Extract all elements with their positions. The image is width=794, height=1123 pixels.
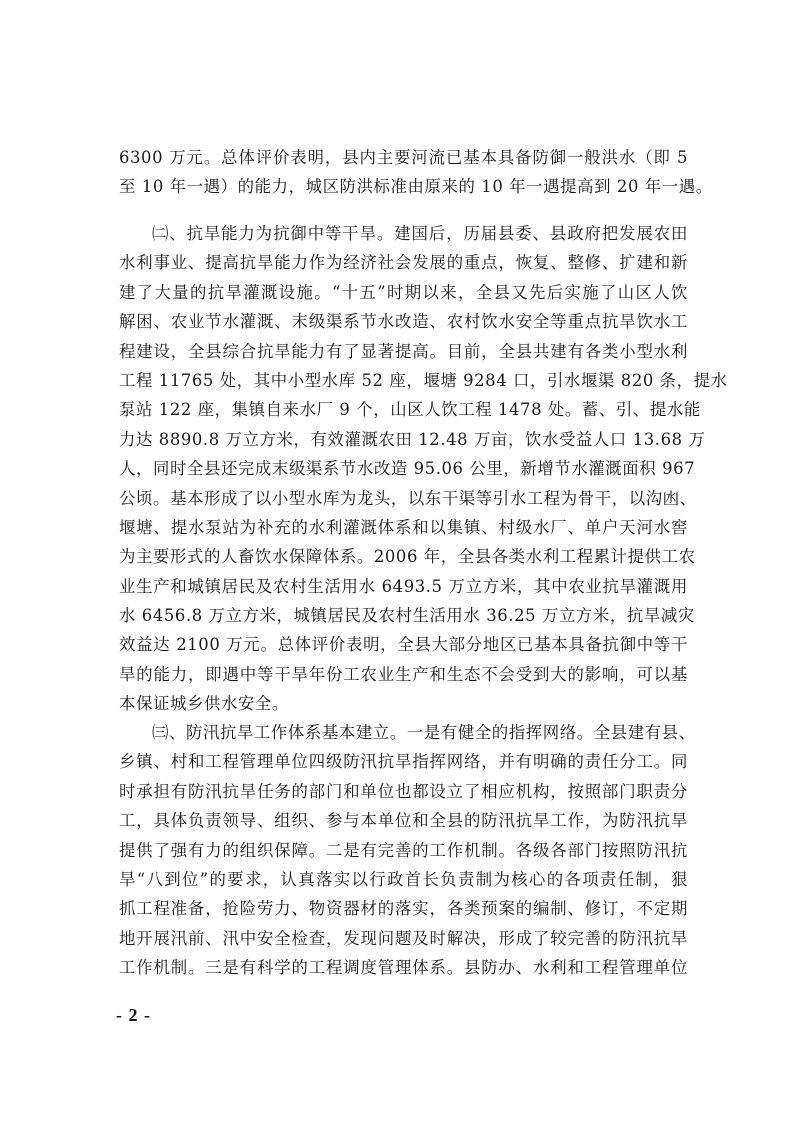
text-line: 水 6456.8 万立方米，城镇居民及农村生活用水 36.25 万立方米，抗旱减灾	[119, 606, 695, 626]
text-line: 时承担有防汛抗旱任务的部门和单位也都设立了相应机构，按照部门职责分	[119, 781, 688, 801]
text-line: 6300 万元。总体评价表明，县内主要河流已基本具备防御一般洪水（即 5	[119, 148, 688, 167]
text-line: 旱的能力，即遇中等干旱年份工农业生产和生态不会受到大的影响，可以基	[119, 664, 688, 684]
text-line: 程建设，全县综合抗旱能力有了显著提高。目前，全县共建有各类小型水利	[119, 341, 688, 361]
text-line: 抓工程准备，抢险劳力、物资器材的落实，各类预案的编制、修订，不定期	[119, 899, 688, 919]
text-line: 为主要形式的人畜饮水保障体系。2006 年，全县各类水利工程累计提供工农	[119, 547, 696, 567]
text-line: ㈡、抗旱能力为抗御中等干旱。建国后，历届县委、县政府把发展农田	[152, 224, 688, 243]
paragraph-drought-resistance	[119, 219, 728, 719]
text-line: 力达 8890.8 万立方米，有效灌溉农田 12.48 万亩，饮水受益人口 13.68 万	[119, 429, 706, 449]
text-line: 公顷。基本形成了以小型水库为龙头，以东干渠等引水工程为骨干，以沟凼、	[119, 488, 697, 508]
text-line: ㈢、防汛抗旱工作体系基本建立。一是有健全的指挥网络。全县建有县、	[152, 723, 696, 742]
text-line: 水利事业、提高抗旱能力作为经济社会发展的重点，恢复、整修、扩建和新	[119, 253, 688, 273]
text-line: 泵站 122 座，集镇自来水厂 9 个，山区人饮工程 1478 处。蓄、引、提水能	[119, 400, 701, 420]
paragraph-work-system	[119, 718, 696, 983]
text-line: 旱“八到位”的要求，认真落实以行政首长负责制为核心的各项责任制，狠	[119, 869, 688, 889]
paragraph-flood-control-conclusion	[119, 143, 713, 202]
text-line: 乡镇、村和工程管理单位四级防汛抗旱指挥网络，并有明确的责任分工。同	[119, 752, 688, 772]
text-line: 效益达 2100 万元。总体评价表明，全县大部分地区已基本具备抗御中等干	[119, 635, 688, 655]
text-line: 本保证城乡供水安全。	[119, 694, 289, 714]
text-line: 建了大量的抗旱灌溉设施。“十五”时期以来，全县又先后实施了山区人饮	[119, 282, 688, 302]
text-line: 提供了强有力的组织保障。二是有完善的工作机制。各级各部门按照防汛抗	[119, 840, 688, 860]
page-number: - 2 -	[116, 1005, 151, 1025]
text-line: 工，具体负责领导、组织、参与本单位和全县的防汛抗旱工作，为防汛抗旱	[119, 811, 688, 831]
text-line: 工作机制。三是有科学的工程调度管理体系。县防办、水利和工程管理单位	[119, 958, 688, 978]
text-line: 至 10 年一遇）的能力，城区防洪标准由原来的 10 年一遇提高到 20 年一遇。	[119, 177, 713, 197]
text-line: 堰塘、提水泵站为补充的水利灌溉体系和以集镇、村级水厂、单户天河水窖	[119, 517, 688, 537]
text-line: 人，同时全县还完成末级渠系节水改造 95.06 公里，新增节水灌溉面积 967	[119, 459, 696, 479]
text-line: 业生产和城镇居民及农村生活用水 6493.5 万立方米，其中农业抗旱灌溉用	[119, 576, 688, 596]
text-line: 地开展汛前、汛中安全检查，发现问题及时解决，形成了较完善的防汛抗旱	[119, 928, 688, 948]
text-line: 工程 11765 处，其中小型水库 52 座，堰塘 9284 口，引水堰渠 820 条，提水	[119, 370, 728, 390]
text-line: 解困、农业节水灌溉、末级渠系节水改造、农村饮水安全等重点抗旱饮水工	[119, 312, 688, 332]
